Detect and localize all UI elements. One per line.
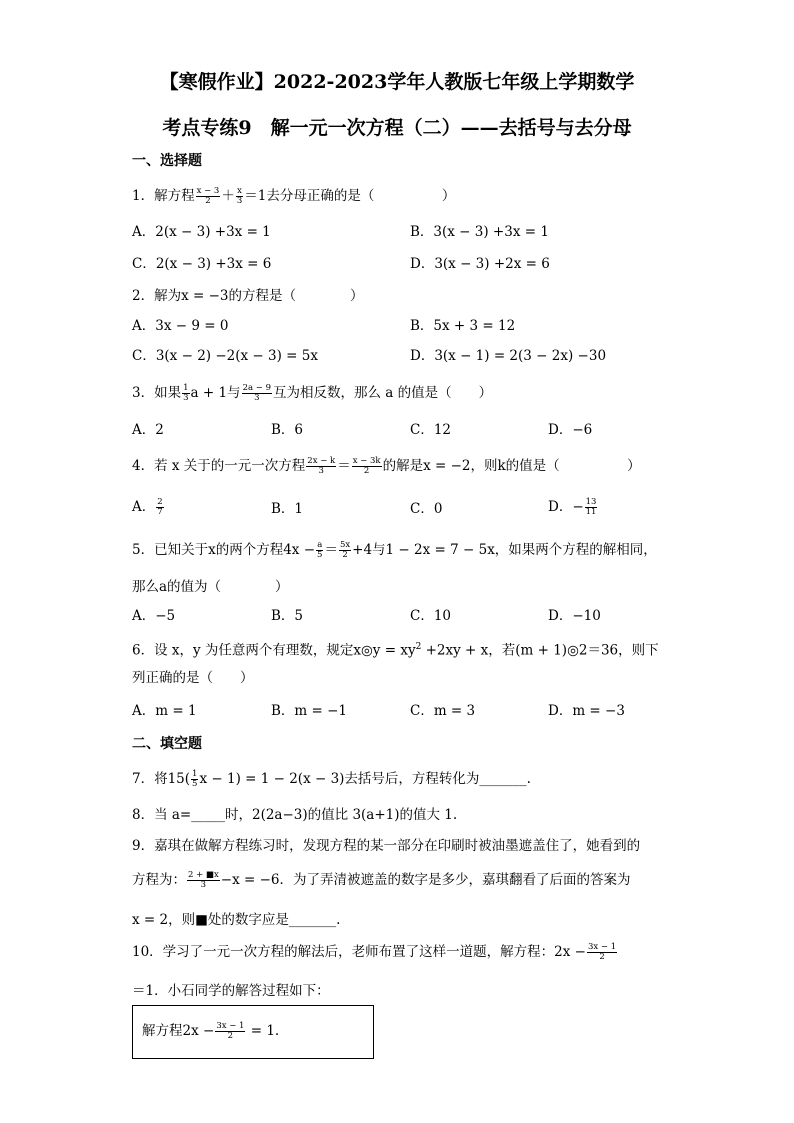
question-6-stem: 6．设 x，y 为任意两个有理数，规定x◎y = $xy^2 +2xy + x$，若(m + 1)◎2＝36，则下 <box>132 642 659 659</box>
question-4-stem: 4．若 x 关于的一元一次方程 $\frac{2x - k}{3}$ ＝ $\frac{x - 3k}{2}$ 的解是x = −2，则k的值是（ ） <box>132 456 641 476</box>
option-b: B．6 <box>271 422 304 438</box>
fraction: $\frac{1}{5}$ <box>192 769 198 789</box>
option-b: B．5 <box>271 608 304 624</box>
option-b: B．1 <box>271 501 304 517</box>
fraction: $\frac{a}{5}$ <box>317 540 323 560</box>
solution-box-equation: 解方程2x − $\frac{3x - 1}{2}$ = 1. <box>142 1021 280 1041</box>
question-5-stem: 5．已知关于x的两个方程4x − $\frac{a}{5}$ ＝ $\frac{5x}{2}$ +4与1 − 2x = 7 − 5x，如果两个方程的解相同， <box>132 540 657 560</box>
question-9-line-3: x = 2，则■处的数字应是_______. <box>132 912 341 928</box>
question-8: 8．当 a=_____时，2(2a−3)的值比 3(a+1)的值大 1. <box>132 807 458 823</box>
question-5-line-2: 那么a的值为（ ） <box>132 579 289 595</box>
option-a: A．3x − 9 = 0 <box>132 318 229 334</box>
question-2-stem: 2．解为x = −3的方程是（ ） <box>132 288 364 304</box>
section-heading-choice: 一、选择题 <box>132 153 202 169</box>
question-1-stem: 1．解方程 $\frac{x - 3}{2}$ ＋ $\frac{x}{3}$ ＝1去分母正确的是（ ） <box>132 186 456 206</box>
option-c: C．3(x − 2) −2(x − 3) = 5x <box>132 348 318 364</box>
option-c: C．2(x − 3) +3x = 6 <box>132 256 272 272</box>
option-a: A．2 <box>132 422 164 438</box>
document-title: 【寒假作业】2022-2023学年人教版七年级上学期数学 <box>159 71 635 93</box>
option-d: D．−10 <box>548 608 601 624</box>
fraction: $\frac{3x - 1}{2}$ <box>587 942 617 962</box>
question-6-line-2: 列正确的是（ ） <box>132 670 254 686</box>
option-c: C．0 <box>410 501 443 517</box>
fraction: $\frac{2a - 9}{3}$ <box>242 383 271 403</box>
option-d: D．3(x − 1) = 2(3 − 2x) −30 <box>410 348 607 364</box>
fraction: $\frac{x}{3}$ <box>236 186 243 206</box>
option-d: D．− $\frac{13}{11}$ <box>548 497 597 517</box>
option-c: C．10 <box>410 608 452 624</box>
question-3-stem: 3．如果 $\frac{1}{3}$ a + 1与 $\frac{2a - 9}{3}$ 互为相反数，那么 a 的值是（ ） <box>132 383 493 403</box>
option-a: A．−5 <box>132 608 176 624</box>
fraction: $\frac{2x - k}{3}$ <box>307 456 336 476</box>
document-subtitle: 考点专练9 解一元一次方程（二）——去括号与去分母 <box>162 117 632 139</box>
option-b: B．m = −1 <box>271 703 348 719</box>
question-9-line-1: 9．嘉琪在做解方程练习时，发现方程的某一部分在印刷时被油墨遮盖住了，她看到的 <box>132 838 641 854</box>
fraction: $\frac{3x - 1}{2}$ <box>216 1021 245 1041</box>
option-a: A． $\frac{2}{7}$ <box>132 497 163 517</box>
option-c: C．12 <box>410 422 452 438</box>
fraction: $\frac{2}{7}$ <box>157 497 163 517</box>
option-c: C．m = 3 <box>410 703 476 719</box>
section-heading-fill: 二、填空题 <box>132 736 202 752</box>
fraction: $\frac{x - 3}{2}$ <box>196 186 220 206</box>
fraction: $\frac{x - 3k}{2}$ <box>352 456 381 476</box>
option-a: A．m = 1 <box>132 703 197 719</box>
option-d: D．3(x − 3) +2x = 6 <box>410 256 550 272</box>
question-9-line-2: 方程为： $\frac{2 + ■x}{3}$ −x = −6．为了弄清被遮盖的数字是多少，嘉琪翻看了后面的答案为 <box>132 870 631 890</box>
question-10-line-1: 10．学习了一元一次方程的解法后，老师布置了这样一道题，解方程：2x − $\frac{3x - 1}{2}$ <box>132 942 617 962</box>
question-10-line-2: ＝1．小石同学的解答过程如下： <box>132 983 330 999</box>
option-d: D．m = −3 <box>548 703 625 719</box>
fraction: $\frac{1}{3}$ <box>183 383 189 403</box>
option-b: B．5x + 3 = 12 <box>410 318 516 334</box>
option-b: B．3(x − 3) +3x = 1 <box>410 224 549 240</box>
option-a: A．2(x − 3) +3x = 1 <box>132 224 271 240</box>
fraction: $\frac{2 + ■x}{3}$ <box>188 870 219 890</box>
option-d: D．−6 <box>548 422 593 438</box>
fraction: $\frac{5x}{2}$ <box>339 540 351 560</box>
fraction: $\frac{13}{11}$ <box>585 497 597 517</box>
question-7: 7．将15( $\frac{1}{5}$ x − 1) = 1 − 2(x − 3)去括号后，方程转化为_______. <box>132 769 531 789</box>
